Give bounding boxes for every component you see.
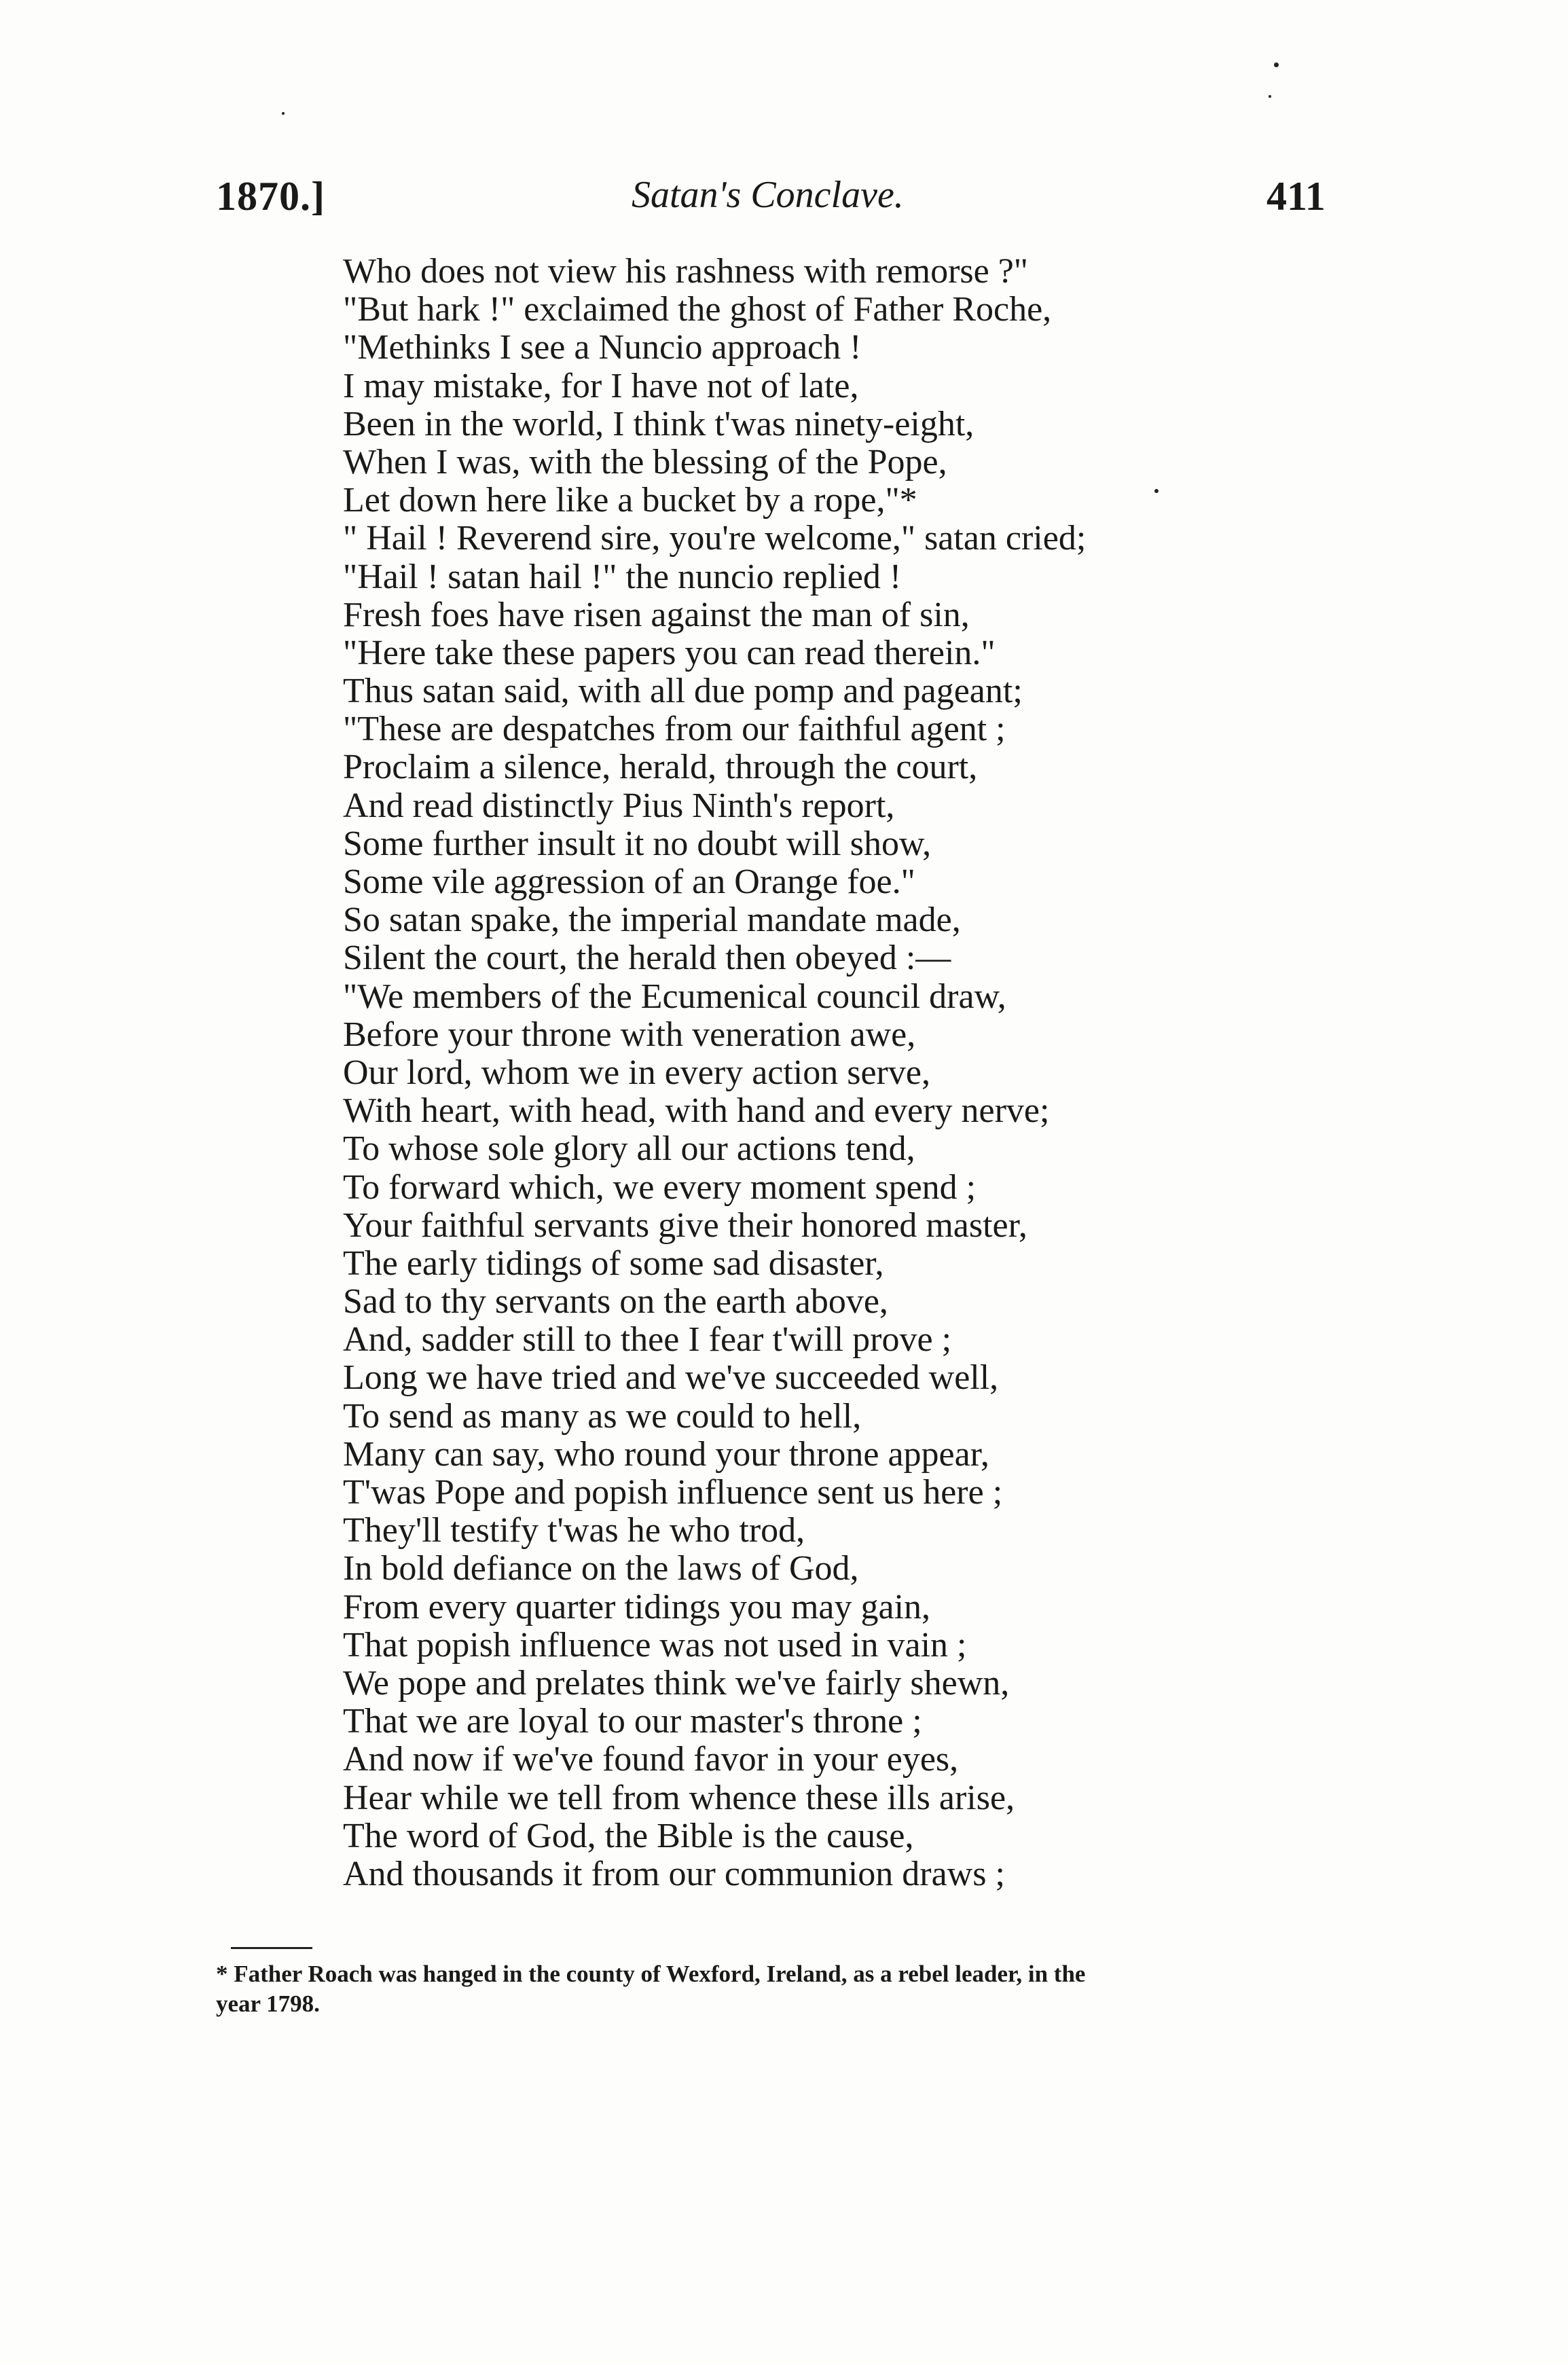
- poem-line: Let down here like a bucket by a rope,"*: [343, 481, 917, 520]
- running-title: Satan's Conclave.: [632, 174, 904, 216]
- poem-line: To forward which, we every moment spend ;: [343, 1167, 977, 1207]
- poem-line: To whose sole glory all our actions tend,: [343, 1129, 915, 1169]
- poem-line: So satan spake, the imperial mandate made,: [343, 901, 961, 940]
- poem-line: "Methinks I see a Nuncio approach !: [343, 328, 862, 367]
- poem-line: Your faithful servants give their honored master,: [343, 1205, 1027, 1245]
- poem-line: And thousands it from our communion draws ;: [343, 1854, 1005, 1893]
- poem-line: Long we have tried and we've succeeded well,: [343, 1358, 999, 1398]
- poem-line: "These are despatches from our faithful agent ;: [343, 710, 1006, 749]
- poem-line: "But hark !" exclaimed the ghost of Father Roche,: [343, 290, 1052, 329]
- poem-line: That popish influence was not used in vain ;: [343, 1625, 967, 1665]
- poem-text: [343, 253, 1497, 1893]
- poem-line: In bold defiance on the laws of God,: [343, 1549, 859, 1588]
- poem-line: Hear while we tell from whence these ills arise,: [343, 1778, 1015, 1817]
- poem-line: And read distinctly Pius Ninth's report,: [343, 786, 895, 825]
- poem-line: They'll testify t'was he who trod,: [343, 1511, 805, 1550]
- poem-line: "Hail ! satan hail !" the nuncio replied !: [343, 557, 902, 596]
- poem-line: And now if we've found favor in your eyes,: [343, 1740, 959, 1779]
- poem-line: The early tidings of some sad disaster,: [343, 1243, 884, 1283]
- poem-line: Proclaim a silence, herald, through the court,: [343, 748, 978, 787]
- poem-line: Been in the world, I think t'was ninety-eight,: [343, 404, 974, 443]
- poem-line: "We members of the Ecumenical council draw,: [343, 977, 1006, 1016]
- poem-line: Who does not view his rashness with remorse ?": [343, 252, 1029, 291]
- poem-line: Fresh foes have risen against the man of sin,: [343, 595, 970, 634]
- footnote: [216, 1959, 1540, 2019]
- poem-line: When I was, with the blessing of the Pope,: [343, 442, 947, 481]
- poem-line: Sad to thy servants on the earth above,: [343, 1282, 888, 1322]
- poem-line: "Here take these papers you can read therein.": [343, 633, 996, 672]
- poem-line: We pope and prelates think we've fairly shewn,: [343, 1663, 1010, 1703]
- poem-line: That we are loyal to our master's throne ;: [343, 1702, 922, 1741]
- poem-line: Silent the court, the herald then obeyed :—: [343, 939, 951, 978]
- running-header: [0, 173, 1568, 228]
- poem-line: To send as many as we could to hell,: [343, 1396, 862, 1436]
- poem-line: The word of God, the Bible is the cause,: [343, 1816, 914, 1855]
- page-number: 411: [1266, 174, 1326, 219]
- ink-speck: [282, 112, 285, 115]
- poem-line: Thus satan said, with all due pomp and pageant;: [343, 672, 1023, 711]
- poem-line: Some further insult it no doubt will show,: [343, 824, 932, 863]
- poem-line: Some vile aggression of an Orange foe.": [343, 862, 915, 901]
- ink-speck: [1269, 95, 1271, 98]
- poem-line: Our lord, whom we in every action serve,: [343, 1053, 930, 1092]
- header-year: 1870.]: [216, 174, 325, 219]
- footnote-line: year 1798.: [216, 1990, 320, 2017]
- poem-line: And, sadder still to thee I fear t'will prove ;: [343, 1320, 952, 1360]
- footnote-rule: [231, 1947, 312, 1949]
- poem-line: I may mistake, for I have not of late,: [343, 366, 859, 405]
- ink-speck: [1274, 62, 1279, 67]
- poem-line: From every quarter tidings you may gain,: [343, 1587, 931, 1626]
- poem-line: With heart, with head, with hand and every nerve;: [343, 1091, 1050, 1131]
- poem-line: Before your throne with veneration awe,: [343, 1015, 916, 1054]
- poem-line: " Hail ! Reverend sire, you're welcome," satan cried;: [343, 519, 1087, 558]
- poem-line: Many can say, who round your throne appear,: [343, 1434, 989, 1474]
- poem-line: T'was Pope and popish influence sent us here ;: [343, 1473, 1003, 1512]
- footnote-line: * Father Roach was hanged in the county of Wexford, Ireland, as a rebel leader, in the: [216, 1961, 1086, 1987]
